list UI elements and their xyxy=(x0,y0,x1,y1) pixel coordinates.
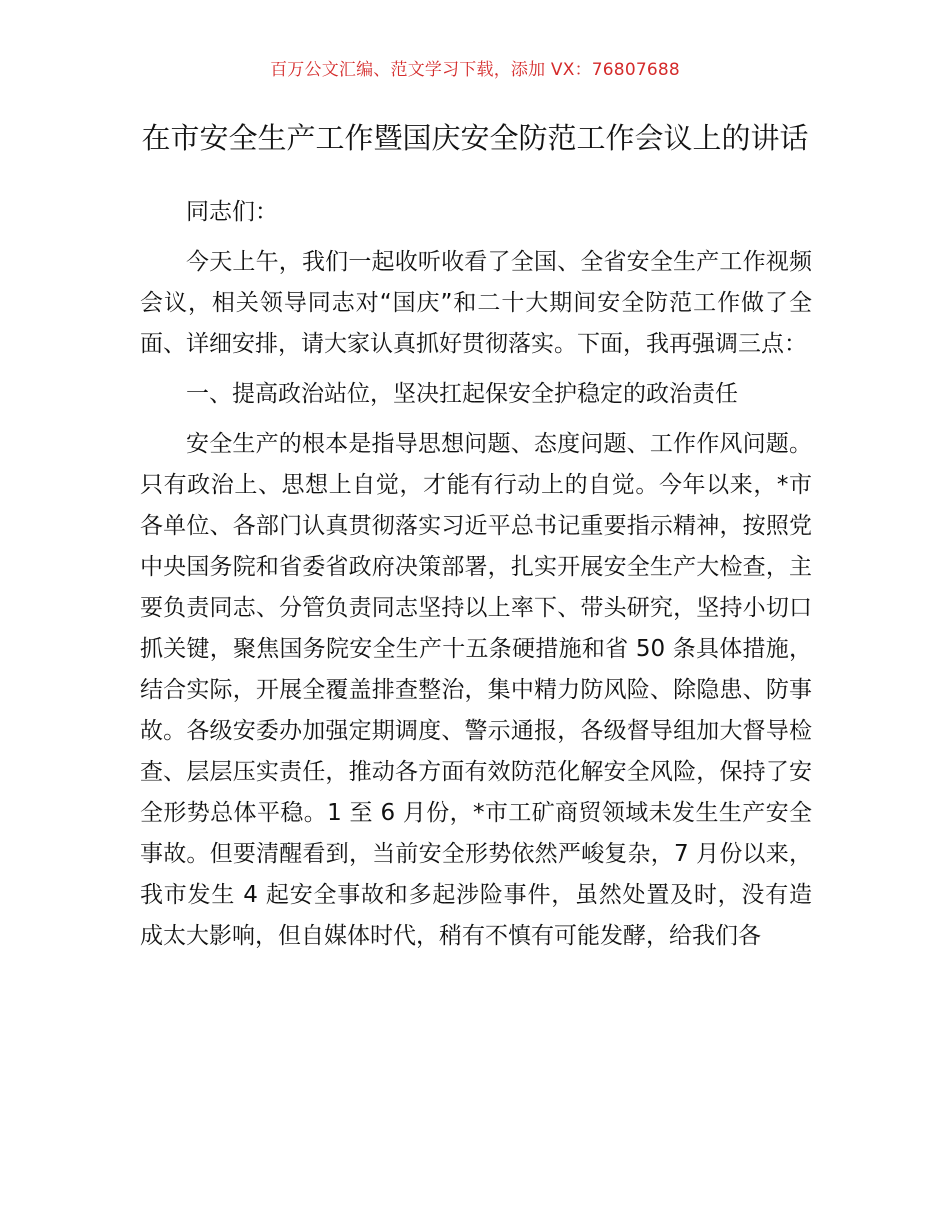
header-banner: 百万公文汇编、范文学习下载，添加 VX：76807688 xyxy=(270,60,680,80)
document-title: 在市安全生产工作暨国庆安全防范工作会议上的讲话 xyxy=(141,121,809,155)
section-heading-1: 一、提高政治站位，坚决扛起保安全护稳定的政治责任 xyxy=(186,381,738,407)
document-body xyxy=(140,192,812,966)
paragraph-body: 安全生产的根本是指导思想问题、态度问题、工作作风问题。只有政治上、思想上自觉，才能有行动上的自觉。今年以来，*市各单位、各部门认真贯彻落实习近平总书记重要指示精神，按照党中央国务院和省委省政府决策部署，扎实开展安全生产大检查，主要负责同志、分管负责同志坚持以上率下、带头研究，坚持小切口抓关键，聚焦国务院安全生产十五条硬措施和省 50 条具体措施，结合实际，开展全覆盖排查整治，集中精力防风险、除隐患、防事故。各级安委办加强定期调度、警示通报，各级督导组加大督导检查、层层压实责任，推动各方面有效防范化解安全风险，保持了安全形势总体平稳。1 至 6 月份，*市工矿商贸领域未发生生产安全事故。但要清醒看到，当前安全形势依然严峻复杂，7 月份以来，我市发生 4 起安全事故和多起涉险事件，虽然处置及时，没有造成太大影响，但自媒体时代，稍有不慎有可能发酵，给我们各 xyxy=(140,431,812,949)
salutation: 同志们： xyxy=(186,199,278,225)
paragraph-intro: 今天上午，我们一起收听收看了全国、全省安全生产工作视频会议，相关领导同志对“国庆”和二十大期间安全防范工作做了全面、详细安排，请大家认真抓好贯彻落实。下面，我再强调三点： xyxy=(140,249,812,357)
